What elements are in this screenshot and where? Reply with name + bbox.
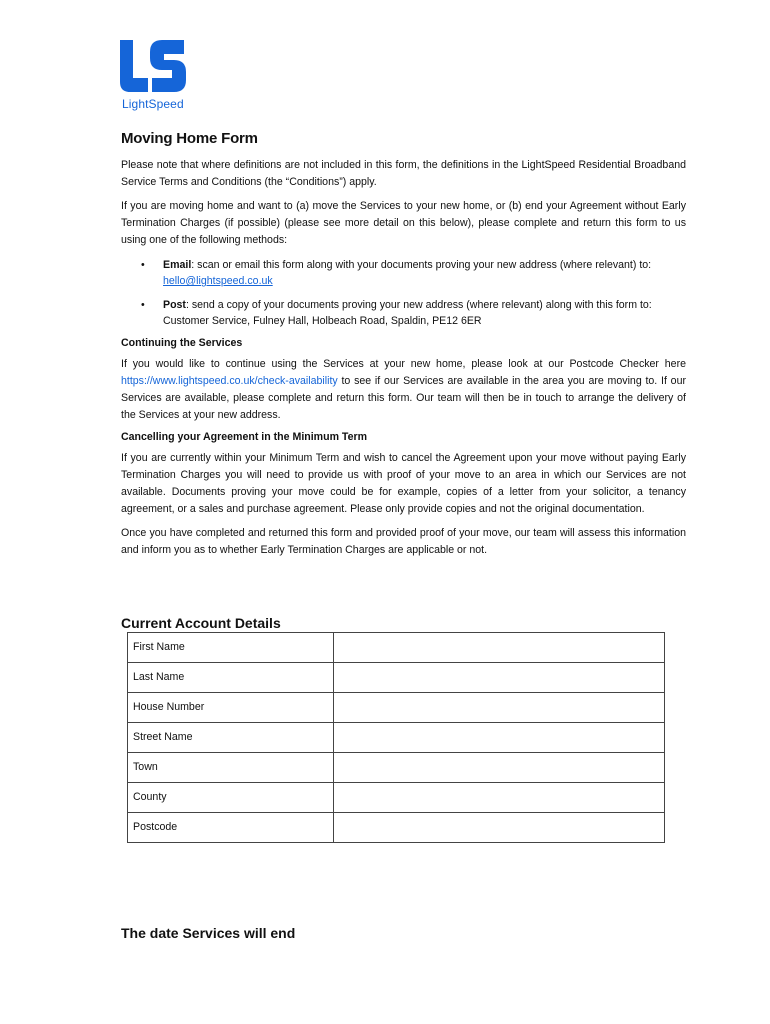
table-row [128,693,665,723]
bullet-icon: • [141,259,145,271]
table-row [128,813,665,843]
county-input-cell[interactable] [334,783,665,813]
street-name-input-cell[interactable] [334,723,665,753]
house-number-input-cell[interactable] [334,693,665,723]
bullet-icon: • [141,299,145,311]
method-label: Email [163,259,192,271]
town-input-cell[interactable] [334,753,665,783]
method-text: : scan or email this form along with your documents proving your new address (where relevant) to: [191,259,652,271]
cancelling-paragraph-1: If you are currently within your Minimum Term and wish to cancel the Agreement upon your move without paying Early Termination Charges you will need to provide us with proof of your move to an area in which our Services are not available. Documents proving your move could be for example, copies of a letter from your solicitor, a tenancy agreement, or a sales and purchase agreement. Please only provide copies and not the original documentation. [121,452,686,515]
list-item-email [121,257,686,289]
intro-paragraph: Please note that where definitions are not included in this form, the definitions in the LightSpeed Residential Broadband Service Terms and Conditions (the “Conditions”) apply. [121,159,686,188]
continuing-text-after: to see if our Services are available in the area you are moving to. If our Services are available, please complete and return this form. Our team will then be in touch to arrange the delivery of the Services at your new address. [121,375,686,421]
table-row [128,783,665,813]
continuing-paragraph [121,356,686,424]
instructions-paragraph: If you are moving home and want to (a) move the Services to your new home, or (b) end your Agreement without Early Termination Charges (if possible) (please see more detail on this below), please complete and return this form to us using one of the following methods: [121,200,686,246]
cancelling-heading: Cancelling your Agreement in the Minimum Term [121,431,368,443]
method-label: Post [163,299,186,311]
ls-logo-icon [118,38,188,94]
page-title: Moving Home Form [121,130,258,147]
email-link[interactable]: hello@lightspeed.co.uk [163,275,273,287]
logo-wordmark: LightSpeed [122,97,184,111]
field-label: Last Name [128,663,334,693]
field-label: House Number [128,693,334,723]
postcode-checker-link[interactable]: https://www.lightspeed.co.uk/check-availability [121,375,338,387]
cancelling-paragraph-2: Once you have completed and returned this form and provided proof of your move, our team will assess this information and inform you as to whether Early Termination Charges are applicable or not. [121,527,686,556]
continuing-heading: Continuing the Services [121,337,243,349]
table-row [128,663,665,693]
method-text: : send a copy of your documents proving your new address (where relevant) along with this form to: Customer Service, Fulney Hall, Holbeach Road, Spaldin, PE12 6ER [163,299,652,327]
postcode-input-cell[interactable] [334,813,665,843]
end-date-heading: The date Services will end [121,925,296,941]
field-label: Street Name [128,723,334,753]
methods-list [121,257,686,329]
field-label: County [128,783,334,813]
first-name-input-cell[interactable] [334,633,665,663]
lightspeed-logo [118,38,188,94]
table-row [128,723,665,753]
list-item-post [121,297,686,329]
last-name-input-cell[interactable] [334,663,665,693]
field-label: Postcode [128,813,334,843]
account-details-heading: Current Account Details [121,615,281,631]
table-row [128,633,665,663]
field-label: Town [128,753,334,783]
table-row [128,753,665,783]
field-label: First Name [128,633,334,663]
account-details-table [127,632,665,843]
form-content [121,130,686,566]
continuing-text: If you would like to continue using the Services at your new home, please look at our Postcode Checker here [121,358,686,370]
